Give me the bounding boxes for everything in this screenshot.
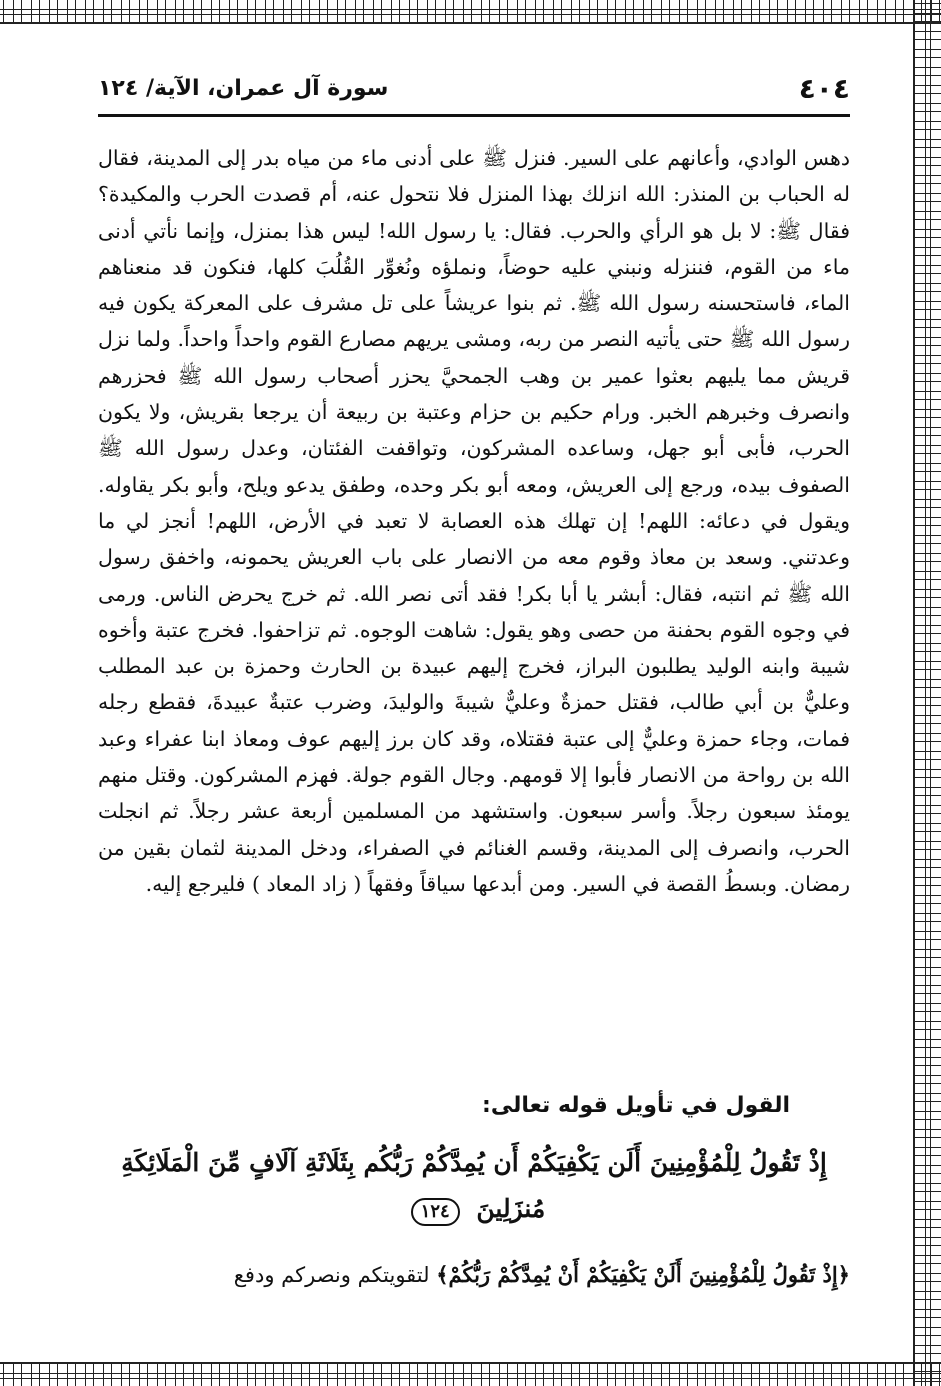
decorative-border-bottom bbox=[0, 1362, 941, 1386]
commentary bbox=[98, 1257, 850, 1293]
verse-quote: ﴿إِذْ تَقُولُ لِلْمُؤْمِنِينَ أَلَنْ يَكْفِيَكُمْ أَنْ يُمِدَّكُمْ رَبُّكُمْ﴾ bbox=[436, 1262, 850, 1287]
section-heading: القول في تأويل قوله تعالى: bbox=[482, 1093, 790, 1118]
decorative-border-top bbox=[0, 0, 941, 24]
decorative-border-right bbox=[913, 0, 941, 1386]
verse-text: إِذْ تَقُولُ لِلْمُؤْمِنِينَ أَلَن يَكْفِيَكُمْ أَن يُمِدَّكُمْ رَبُّكُم بِثَلَاثَةِ آلَافٍ مِّنَ الْمَلَائِكَةِ مُنزَلِينَ bbox=[121, 1148, 827, 1223]
running-title: سورة آل عمران، الآية/ ١٢٤ bbox=[98, 75, 389, 101]
page-header bbox=[98, 70, 850, 106]
body-paragraph: دهس الوادي، وأعانهم على السير. فنزل ﷺ على أدنى ماء من مياه بدر إلى المدينة، فقال له الحباب بن المنذر: الله انزلك بهذا المنزل فلا نتحول عنه، أم قصدت الحرب والمكيدة؟ فقال ﷺ: لا بل هو الرأي والحرب. فقال: يا رسول الله! ليس هذا بمنزل، وإنما نأتي أدنى ماء من القوم، فننزله ونبني عليه حوضاً، ونملؤه ونُغوِّر القُلُبَ كلها، فنكون قد منعناهم الماء، فاستحسنه رسول الله ﷺ. ثم بنوا عريشاً على تل مشرف على المعركة يكون فيه رسول الله ﷺ حتى يأتيه النصر من ربه، ومشى يريهم مصارع القوم واحداً واحداً. ولما نزل قريش مما يليهم بعثوا عمير بن وهب الجمحيَّ يحزر أصحاب رسول الله ﷺ فحزرهم وانصرف وخبرهم الخبر. ورام حكيم بن حزام وعتبة بن ربيعة أن يرجعا بقريش، ولا يكون الحرب، فأبى أبو جهل، وساعده المشركون، وتواقفت الفئتان، وعدل رسول الله ﷺ الصفوف بيده، ورجع إلى العريش، ومعه أبو بكر وحده، وطفق يدعو ويلح، وأبو بكر يقاوله. ويقول في دعائه: اللهم! إن تهلك هذه العصابة لا تعبد في الأرض، اللهم! أنجز لي ما وعدتني. وسعد بن معاذ وقوم معه من الانصار على باب العريش يحمونه، واخفق رسول الله ﷺ ثم انتبه، فقال: أبشر يا أبا بكر! فقد أتى نصر الله. ثم خرج يحرض الناس. ورمى في وجوه القوم بحفنة من حصى وهو يقول: شاهت الوجوه. ثم تزاحفوا. فخرج عتبة وأخوه شيبة وابنه الوليد يطلبون البراز، فخرج إليهم عبيدة بن الحارث وحمزة بن عبد المطلب وعليٌّ بن أبي طالب، فقتل حمزةٌ وعليٌّ شيبةَ والوليدَ، وضرب عتبةٌ عبيدةَ، فقطع رجله فمات، وجاء حمزة وعليٌّ إلى عتبة فقتلاه، وقد كان برز إليهم عوف ومعاذ ابنا عفراء وعبد الله بن رواحة من الانصار فأبوا إلا قومهم. وجال القوم جولة. فهزم المشركون. وقتل منهم يومئذ سبعون رجلاً. وأسر سبعون. واستشهد من المسلمين أربعة عشر رجلاً. ثم انجلت الحرب، وانصرف إلى المدينة، وقسم الغنائم في الصفراء، ودخل المدينة لثمان بقين من رمضان. وبسطُ القصة في السير. ومن أبدعها سياقاً وفقهاً ( زاد المعاد ) فليرجع إليه. bbox=[98, 146, 850, 896]
page-number: ٤٠٤ bbox=[798, 71, 850, 105]
commentary-text: لتقويتكم ونصركم ودفع bbox=[233, 1263, 437, 1287]
main-text bbox=[98, 140, 850, 902]
verse-number-marker: ١٢٤ bbox=[411, 1198, 460, 1226]
header-rule bbox=[98, 114, 850, 117]
quran-verse bbox=[98, 1140, 850, 1232]
